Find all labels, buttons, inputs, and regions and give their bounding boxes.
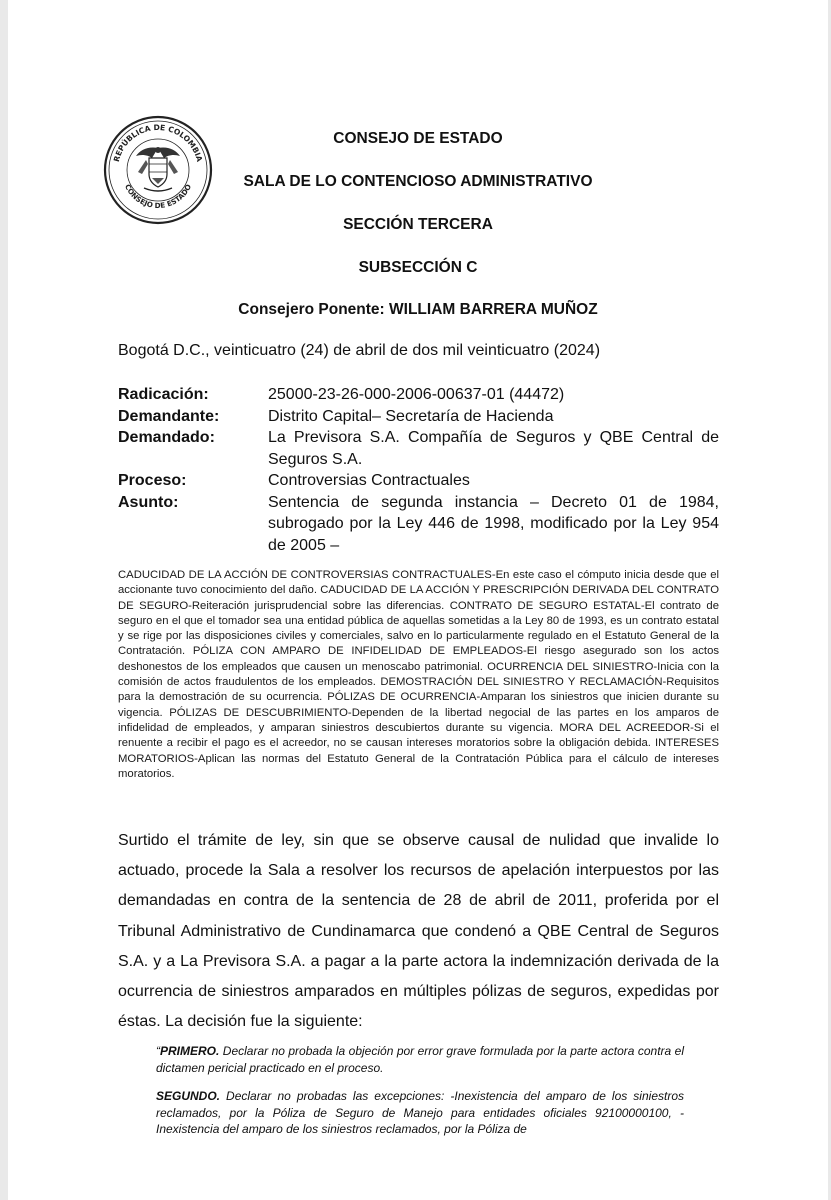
header-line-2: SALA DE LO CONTENCIOSO ADMINISTRATIVO: [243, 173, 593, 190]
seal-inner-text: CONSEJO DE ESTADO: [122, 182, 194, 211]
date-line: Bogotá D.C., veinticuatro (24) de abril de dos mil veinticuatro (2024): [118, 342, 601, 359]
header-line-4: SUBSECCIÓN C: [358, 259, 478, 276]
seal-outer-text: REPÚBLICA DE COLOMBIA: [111, 122, 205, 163]
meta-label: Demandado:: [118, 429, 215, 446]
meta-row-demandante: [118, 406, 719, 428]
quote-first-text: Declarar no probada la objeción por error grave formulada por la parte actora contra el dictamen pericial practicado en el proceso.: [156, 1044, 684, 1075]
body-paragraph: Surtido el trámite de ley, sin que se observe causal de nulidad que invalide lo actuado, procede la Sala a resolver los recursos de apelación interpuestos por las demandadas en contra de la sentencia de 28 de abril de 2011, proferida por el Tribunal Administrativo de Cundinamarca que condenó a QBE Central de Seguros S.A. y a La Previsora S.A. a pagar a la parte actora la indemnización derivada de la ocurrencia de siniestros amparados en múltiples pólizas de seguros, expedidas por éstas. La decisión fue la siguiente:: [118, 832, 719, 1031]
meta-row-asunto: [118, 492, 719, 557]
meta-row-radicacion: [118, 384, 719, 406]
meta-label: Proceso:: [118, 472, 187, 489]
ponente-name: WILLIAM BARRERA MUÑOZ: [389, 301, 598, 318]
meta-row-demandado: [118, 427, 719, 470]
meta-value: Distrito Capital– Secretaría de Hacienda: [268, 407, 554, 425]
meta-value: La Previsora S.A. Compañía de Seguros y QBE Central de Seguros S.A.: [268, 429, 719, 468]
quote-first: [156, 1043, 684, 1076]
header-line-1: CONSEJO DE ESTADO: [333, 130, 503, 147]
meta-label: Demandante:: [118, 407, 220, 425]
meta-label: Asunto:: [118, 493, 179, 511]
quote-second: [156, 1088, 684, 1138]
case-metadata: [118, 384, 719, 556]
meta-value: Sentencia de segunda instancia – Decreto 01 de 1984, subrogado por la Ley 446 de 1998, modificado por la Ley 954 de 2005 –: [268, 493, 719, 554]
quote-open-mark: “: [156, 1044, 160, 1058]
header-line-3: SECCIÓN TERCERA: [343, 216, 493, 233]
quote-second-text: Declarar no probadas las excepciones: -Inexistencia del amparo de los siniestros reclamados, por la Póliza de Seguro de Manejo para entidades oficiales 92100000100, - Inexistencia del amparo de los siniestros reclamados, por la Póliza de: [156, 1089, 684, 1136]
meta-label: Radicación:: [118, 386, 209, 403]
document-page: [8, 0, 828, 1200]
meta-row-proceso: [118, 470, 719, 492]
ponente-line: [8, 301, 828, 319]
meta-value: 25000-23-26-000-2006-00637-01 (44472): [268, 386, 565, 403]
summary-descriptors: CADUCIDAD DE LA ACCIÓN DE CONTROVERSIAS CONTRACTUALES-En este caso el cómputo inicia desde que el accionante tuvo conocimiento del daño. CADUCIDAD DE LA ACCIÓN Y PRESCRIPCIÓN DERIVADA DEL CONTRATO DE SEGURO-Reiteración jurisprudencial sobre las diferencias. CONTRATO DE SEGURO ESTATAL-El contrato de seguro en el que el tomador sea una entidad pública de aquellas sometidas a la Ley 80 de 1993, es un contrato estatal y se rige por las disposiciones civiles y comerciales, salvo en lo particularmente regulado en el Estatuto General de la Contratación. PÓLIZA CON AMPARO DE INFIDELIDAD DE EMPLEADOS-El riesgo asegurado son los actos deshonestos de los empleados que causen un menoscabo patrimonial. OCURRENCIA DEL SINIESTRO-Inicia con la comisión de actos fraudulentos de los empleados. DEMOSTRACIÓN DEL SINIESTRO Y RECLAMACIÓN-Requisitos para la demostración de su ocurrencia. PÓLIZAS DE OCURRENCIA-Amparan los siniestros que inicien durante su vigencia. PÓLIZAS DE DESCUBRIMIENTO-Dependen de la libertad negocial de las partes en los amparos de infidelidad de empleados, y amparan siniestros descubiertos durante su vigencia. MORA DEL ACREEDOR-Si el renuente a recibir el pago es el acreedor, no se causan intereses moratorios sobre la obligación debida. INTERESES MORATORIOS-Aplican las normas del Estatuto General de la Contratación Pública para el cálculo de intereses moratorios.: [118, 569, 719, 780]
quote-first-label: PRIMERO.: [160, 1044, 220, 1058]
meta-value: Controversias Contractuales: [268, 472, 470, 489]
quote-second-label: SEGUNDO.: [156, 1089, 221, 1103]
ponente-label: Consejero Ponente:: [238, 301, 385, 318]
